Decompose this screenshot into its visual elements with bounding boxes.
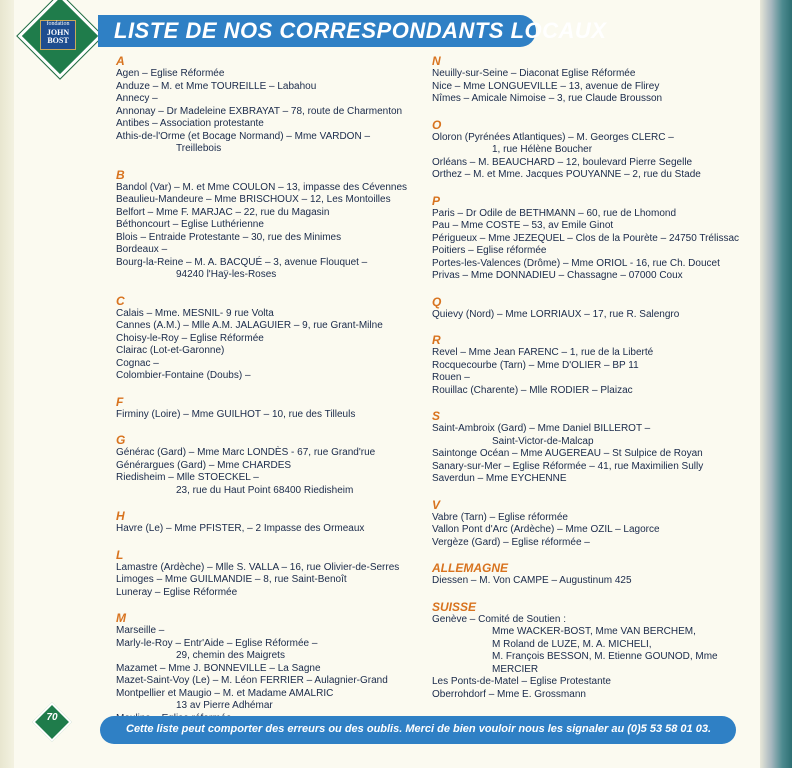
- title-bar: [98, 15, 607, 47]
- book-spine: [760, 0, 792, 768]
- correspondent-entry: Calais – Mme. MESNIL- 9 rue Volta: [116, 307, 274, 319]
- section-letter: O: [432, 117, 442, 132]
- entry-continuation: Mme WACKER-BOST, Mme VAN BERCHEM,: [492, 626, 696, 637]
- correspondent-entry: Saint-Ambroix (Gard) – Mme Daniel BILLEROT –: [432, 423, 651, 434]
- correspondent-entry: Vergèze (Gard) – Eglise réformée –: [432, 536, 590, 548]
- section-gap: [432, 588, 757, 600]
- correspondent-entry: Nîmes – Amicale Nimoise – 3, rue Claude Brousson: [432, 93, 663, 104]
- section-gap: [116, 497, 416, 509]
- correspondent-entry: Neuilly-sur-Seine – Diaconat Eglise Réformée: [432, 68, 636, 79]
- section-letter: C: [116, 293, 125, 308]
- correspondent-entry: Vabre (Tarn) – Eglise réformée: [432, 511, 568, 523]
- right-column: [432, 54, 757, 701]
- entry-continuation: M. François BESSON, M. Etienne GOUNOD, Mme MERCIER: [492, 651, 718, 675]
- country-heading: SUISSE: [432, 599, 477, 614]
- correspondent-entry: Nice – Mme LONGUEVILLE – 13, avenue de Flirey: [432, 80, 660, 92]
- entry-continuation: 23, rue du Haut Point 68400 Riedisheim: [176, 484, 354, 496]
- correspondent-entry: Firminy (Loire) – Mme GUILHOT – 10, rue des Tilleuls: [116, 408, 356, 420]
- correspondent-entry: Oloron (Pyrénées Atlantiques) – M. Georges CLERC –: [432, 131, 674, 143]
- correspondent-entry: Belfort – Mme F. MARJAC – 22, rue du Magasin: [116, 206, 330, 218]
- section-gap: [116, 599, 416, 611]
- logo: [40, 20, 76, 50]
- entry-continuation: M Roland de LUZE, M. A. MICHELI,: [492, 638, 652, 650]
- correspondent-entry: Orléans – M. BEAUCHARD – 12, boulevard Pierre Segelle: [432, 156, 693, 168]
- correspondent-entry: Annecy –: [116, 93, 158, 104]
- correspondent-entry: Luneray – Eglise Réformée: [116, 586, 238, 598]
- correspondent-entry: Revel – Mme Jean FARENC – 1, rue de la Liberté: [432, 347, 654, 358]
- correspondent-entry: Bourg-la-Reine – M. A. BACQUÉ – 3, avenue Flouquet –: [116, 256, 368, 268]
- section-gap: [432, 182, 757, 194]
- correspondent-entry: Anduze – M. et Mme TOUREILLE – Labahou: [116, 80, 317, 92]
- section-gap: [116, 282, 416, 294]
- correspondent-entry: Pau – Mme COSTE – 53, av Emile Ginot: [432, 220, 614, 231]
- section-gap: [116, 421, 416, 433]
- correspondent-entry: Béthoncourt – Eglise Luthérienne: [116, 219, 264, 230]
- section-letter: M: [116, 611, 126, 625]
- entry-continuation: Treillebois: [176, 143, 222, 154]
- section-letter: P: [432, 193, 441, 208]
- logo-line-2: JOHN: [46, 28, 70, 37]
- section-letter: S: [432, 409, 441, 423]
- section-gap: [432, 486, 757, 498]
- section-letter: R: [432, 333, 441, 347]
- correspondent-entry: Bandol (Var) – M. et Mme COULON – 13, impasse des Cévennes: [116, 181, 408, 193]
- correspondent-entry: Annonay – Dr Madeleine EXBRAYAT – 78, route de Charmenton: [116, 105, 403, 117]
- correspondent-entry: Havre (Le) – Mme PFISTER, – 2 Impasse des Ormeaux: [116, 523, 365, 534]
- section-letter: V: [432, 497, 441, 512]
- correspondent-entry: Clairac (Lot-et-Garonne): [116, 345, 225, 356]
- correspondent-entry: Les Ponts-de-Matel – Eglise Protestante: [432, 676, 611, 687]
- correspondent-entry: Rocquecourbe (Tarn) – Mme D'OLIER – BP 11: [432, 359, 639, 371]
- section-gap: [432, 321, 757, 333]
- correspondent-entry: Vallon Pont d'Arc (Ardèche) – Mme OZIL – Lagorce: [432, 524, 660, 535]
- logo-line-1: fondation: [46, 21, 70, 27]
- correspondent-entry: Colombier-Fontaine (Doubs) –: [116, 370, 251, 381]
- footer-bar: [100, 716, 736, 744]
- correspondent-entry: Sanary-sur-Mer – Eglise Réformée – 41, rue Maximilien Sully: [432, 460, 704, 472]
- correspondent-entry: Beaulieu-Mandeure – Mme BRISCHOUX – 12, Les Montoilles: [116, 194, 391, 205]
- section-gap: [432, 283, 757, 295]
- correspondent-entry: Générargues (Gard) – Mme CHARDES: [116, 459, 292, 471]
- section-gap: [432, 106, 757, 118]
- correspondent-entry: Marseille –: [116, 625, 165, 636]
- section-gap: [116, 383, 416, 395]
- correspondent-entry: Saverdun – Mme EYCHENNE: [432, 473, 567, 484]
- correspondent-entry: Riedisheim – Mlle STOECKEL –: [116, 472, 259, 483]
- correspondent-entry: Poitiers – Eglise réformée: [432, 245, 547, 256]
- correspondent-entry: Rouen –: [432, 372, 470, 383]
- correspondent-entry: Diessen – M. Von CAMPE – Augustinum 425: [432, 575, 632, 586]
- section-letter: A: [116, 54, 125, 68]
- section-letter: F: [116, 394, 124, 409]
- correspondent-entry: Lamastre (Ardèche) – Mlle S. VALLA – 16, rue Olivier-de-Serres: [116, 561, 400, 573]
- section-letter: N: [432, 54, 441, 68]
- correspondent-entry: Cannes (A.M.) – Mlle A.M. JALAGUIER – 9, rue Grant-Milne: [116, 320, 383, 331]
- correspondent-entry: Portes-les-Valences (Drôme) – Mme ORIOL - 16, rue Ch. Doucet: [432, 257, 720, 269]
- page-title: LISTE DE NOS CORRESPONDANTS LOCAUX: [114, 18, 607, 43]
- entry-continuation: 29, chemin des Maigrets: [176, 650, 285, 661]
- page-number: 70: [46, 712, 58, 723]
- section-gap: [116, 156, 416, 168]
- section-letter: H: [116, 509, 125, 523]
- correspondent-entry: Paris – Dr Odile de BETHMANN – 60, rue de Lhomond: [432, 207, 676, 219]
- correspondent-entry: Marly-le-Roy – Entr'Aide – Eglise Réformée –: [116, 637, 318, 649]
- footer-note: Cette liste peut comporter des erreurs ou des oublis. Merci de bien vouloir nous les signaler au (0)5 53 58 01 03.: [126, 723, 712, 735]
- section-letter: B: [116, 167, 125, 182]
- correspondent-entry: Orthez – M. et Mme. Jacques POUYANNE – 2, rue du Stade: [432, 169, 701, 180]
- correspondent-entry: Agen – Eglise Réformée: [116, 68, 225, 79]
- section-letter: Q: [432, 294, 442, 309]
- correspondent-entry: Genève – Comité de Soutien :: [432, 613, 566, 625]
- entry-continuation: Saint-Victor-de-Malcap: [492, 435, 594, 447]
- correspondent-entry: Oberrohdorf – Mme E. Grossmann: [432, 688, 586, 700]
- correspondent-entry: Bordeaux –: [116, 244, 168, 255]
- correspondent-entry: Limoges – Mme GUILMANDIE – 8, rue Saint-Benoît: [116, 574, 347, 585]
- correspondent-entry: Mazet-Saint-Voy (Le) – M. Léon FERRIER – Aulagnier-Grand: [116, 675, 388, 686]
- section-letter: G: [116, 433, 126, 447]
- correspondent-entry: Générac (Gard) – Mme Marc LONDÈS - 67, rue Grand'rue: [116, 447, 376, 458]
- correspondent-entry: Périgueux – Mme JEZEQUEL – Clos de la Pourète – 24750 Trélissac: [432, 232, 740, 244]
- entry-continuation: 1, rue Hélène Boucher: [492, 144, 593, 155]
- section-gap: [116, 536, 416, 548]
- correspondent-entry: Montpellier et Maugio – M. et Madame AMALRIC: [116, 687, 334, 699]
- entry-continuation: 94240 l'Haÿ-les-Roses: [176, 269, 277, 280]
- section-gap: [432, 397, 757, 409]
- correspondent-entry: Choisy-le-Roy – Eglise Réformée: [116, 332, 264, 344]
- entry-continuation: 13 av Pierre Adhémar: [176, 700, 273, 711]
- correspondent-entry: Blois – Entraide Protestante – 30, rue des Minimes: [116, 231, 342, 243]
- correspondent-entry: Saintonge Océan – Mme AUGEREAU – St Sulpice de Royan: [432, 448, 703, 459]
- correspondent-entry: Athis-de-l'Orme (et Bocage Normand) – Mme VARDON –: [116, 130, 371, 142]
- country-heading: ALLEMAGNE: [432, 561, 508, 575]
- correspondent-entry: Cognac –: [116, 357, 159, 369]
- correspondent-entry: Quievy (Nord) – Mme LORRIAUX – 17, rue R. Salengro: [432, 308, 680, 320]
- correspondent-entry: Privas – Mme DONNADIEU – Chassagne – 07000 Coux: [432, 270, 683, 281]
- correspondent-entry: Rouillac (Charente) – Mlle RODIER – Plaizac: [432, 384, 633, 396]
- correspondent-entry: Antibes – Association protestante: [116, 118, 264, 129]
- section-gap: [432, 549, 757, 561]
- left-column: [116, 54, 416, 725]
- logo-line-3: BOST: [47, 36, 69, 45]
- section-letter: L: [116, 547, 124, 562]
- correspondent-entry: Mazamet – Mme J. BONNEVILLE – La Sagne: [116, 662, 321, 674]
